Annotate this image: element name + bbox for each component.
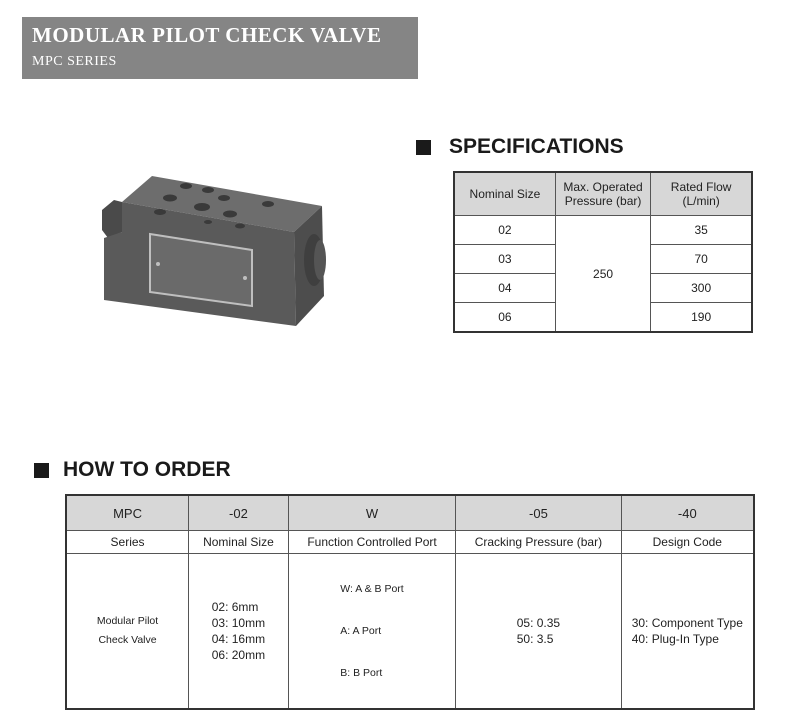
col-rated-flow: Rated Flow (L/min) [651,172,752,216]
series-description: Modular Pilot Check Valve [66,554,189,710]
square-bullet-icon [416,140,431,155]
specifications-table [453,171,753,333]
table-header-row [454,172,752,216]
code-size: -02 [189,495,289,531]
square-bullet-icon [34,463,49,478]
label-size: Nominal Size [189,531,289,554]
title-banner [22,17,418,79]
specifications-heading-text: SPECIFICATIONS [449,135,624,158]
how-to-order-heading-text: HOW TO ORDER [63,458,231,481]
how-to-order-heading [34,458,231,482]
label-port: Function Controlled Port [288,531,455,554]
size-cell: 04 [454,274,555,303]
page-title: MODULAR PILOT CHECK VALVE [32,23,382,47]
flow-cell: 190 [651,303,752,333]
how-to-order-table [65,494,755,710]
page-subtitle: MPC SERIES [32,54,117,69]
design-options: 30: Component Type 40: Plug-In Type [621,554,754,710]
order-description-row [66,554,754,710]
code-cracking: -05 [456,495,621,531]
code-design: -40 [621,495,754,531]
order-code-row [66,495,754,531]
order-label-row [66,531,754,554]
label-cracking: Cracking Pressure (bar) [456,531,621,554]
pressure-cell: 250 [555,216,650,333]
valve-image [100,172,326,326]
col-nominal-size: Nominal Size [454,172,555,216]
flow-cell: 70 [651,245,752,274]
specifications-heading [416,135,624,159]
cracking-options: 05: 0.35 50: 3.5 [456,554,621,710]
size-cell: 03 [454,245,555,274]
flow-cell: 300 [651,274,752,303]
size-cell: 06 [454,303,555,333]
label-design: Design Code [621,531,754,554]
col-max-pressure: Max. Operated Pressure (bar) [555,172,650,216]
port-options: W: A & B Port A: A Port B: B Port [288,554,455,710]
code-series: MPC [66,495,189,531]
size-cell: 02 [454,216,555,245]
code-port: W [288,495,455,531]
table-row [454,216,752,245]
label-series: Series [66,531,189,554]
size-options: 02: 6mm 03: 10mm 04: 16mm 06: 20mm [189,554,289,710]
valve-left-cap [102,200,122,238]
flow-cell: 35 [651,216,752,245]
